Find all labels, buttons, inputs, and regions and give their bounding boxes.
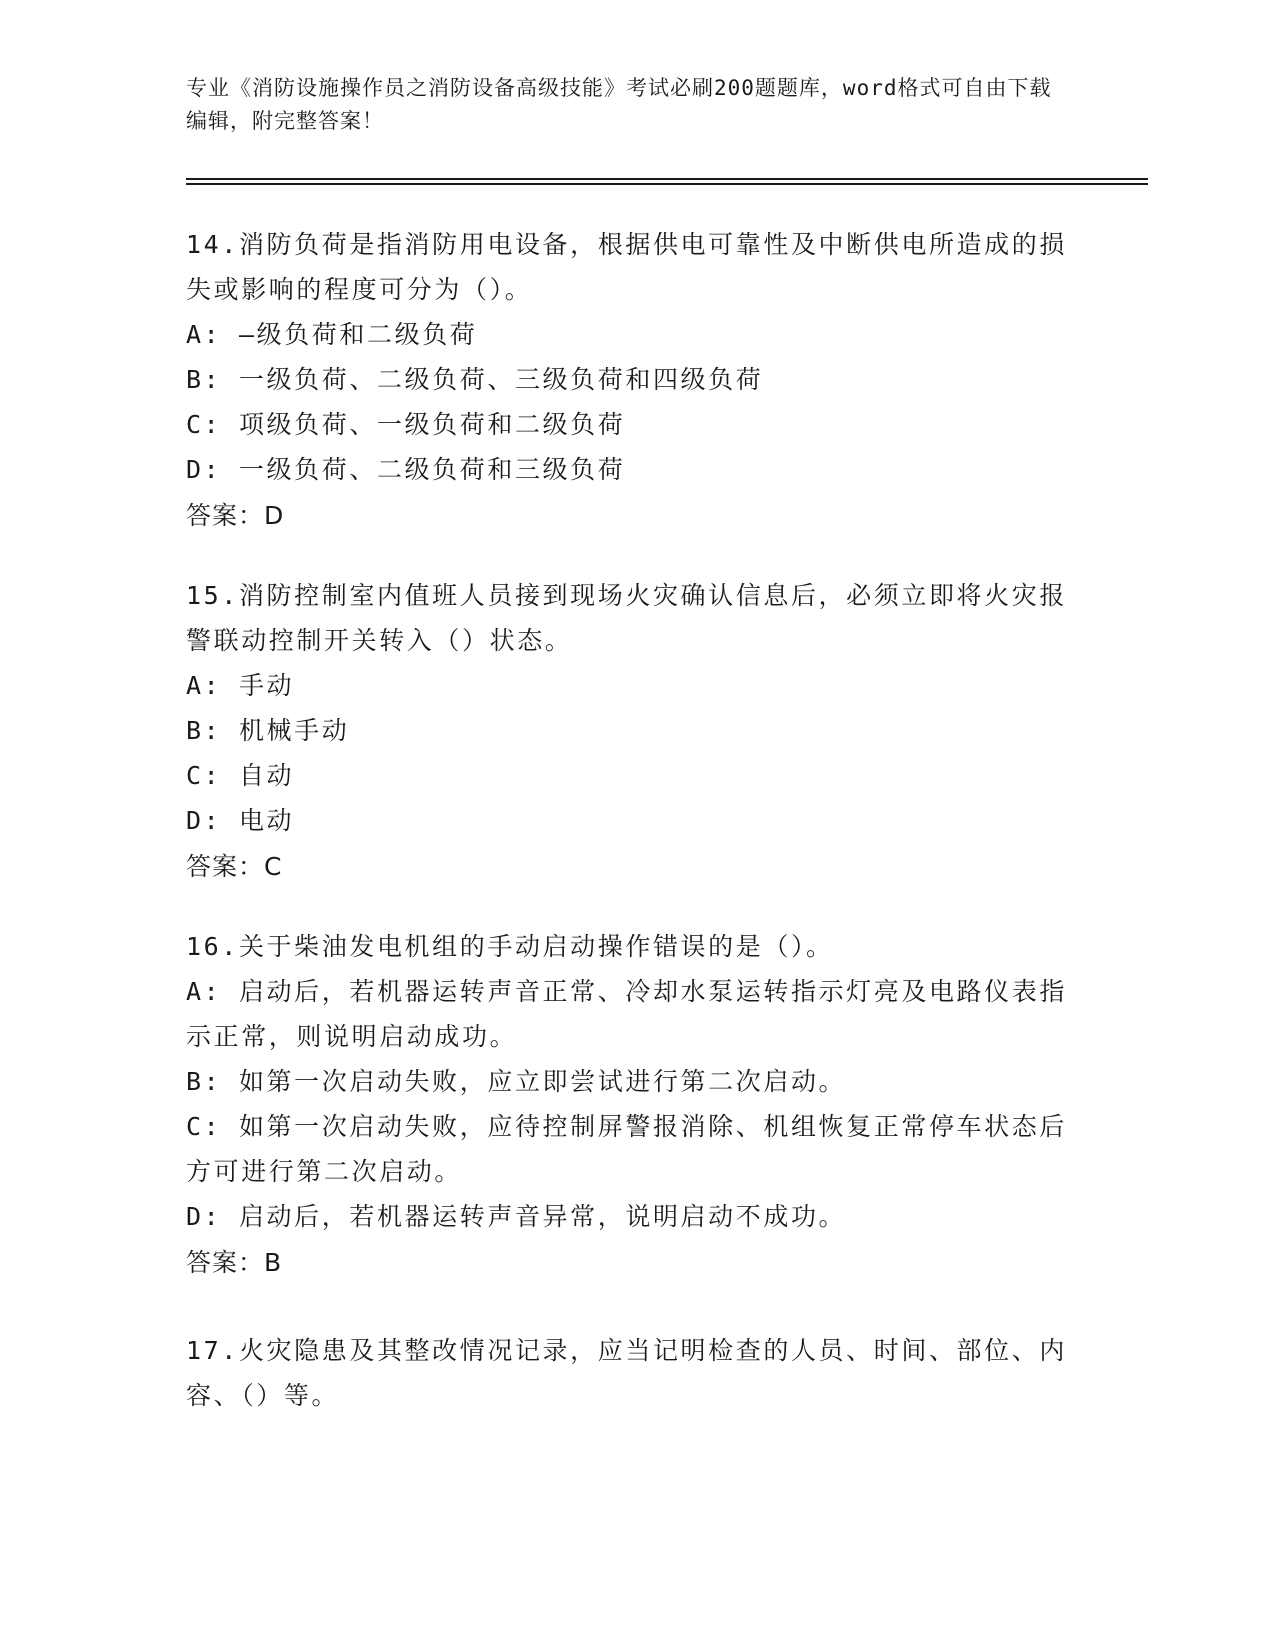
option-b: B: 一级负荷、二级负荷、三级负荷和四级负荷 — [186, 365, 764, 394]
option-a: A: 启动后，若机器运转声音正常、冷却水泵运转指示灯亮及电路仪表指示正常，则说明启动成功。 — [186, 977, 1067, 1051]
option-d: D: 启动后，若机器运转声音异常，说明启动不成功。 — [186, 1202, 847, 1231]
option-a: A: 手动 — [186, 671, 295, 700]
question-16 — [186, 924, 1086, 1285]
question-stem: 17.火灾隐患及其整改情况记录，应当记明检查的人员、时间、部位、内容、（）等。 — [186, 1336, 1067, 1410]
header-rule-top — [186, 178, 1148, 180]
option-c: C: 项级负荷、一级负荷和二级负荷 — [186, 410, 626, 439]
option-d: D: 一级负荷、二级负荷和三级负荷 — [186, 455, 626, 484]
option-b: B: 机械手动 — [186, 716, 350, 745]
question-stem: 14.消防负荷是指消防用电设备，根据供电可靠性及中断供电所造成的损失或影响的程度可分为（）。 — [186, 230, 1067, 304]
question-stem: 15.消防控制室内值班人员接到现场火灾确认信息后，必须立即将火灾报警联动控制开关转入（）状态。 — [186, 581, 1067, 655]
option-c: C: 如第一次启动失败，应待控制屏警报消除、机组恢复正常停车状态后方可进行第二次启动。 — [186, 1112, 1067, 1186]
question-14 — [186, 222, 1086, 538]
answer: 答案：B — [186, 1248, 283, 1277]
answer: 答案：C — [186, 852, 283, 881]
option-c: C: 自动 — [186, 761, 295, 790]
answer: 答案：D — [186, 501, 285, 530]
question-17 — [186, 1328, 1086, 1418]
question-15 — [186, 573, 1086, 889]
option-b: B: 如第一次启动失败，应立即尝试进行第二次启动。 — [186, 1067, 847, 1096]
option-d: D: 电动 — [186, 806, 295, 835]
header-rule-bottom — [186, 183, 1148, 185]
document-header: 专业《消防设施操作员之消防设备高级技能》考试必刷200题题库，word格式可自由下载编辑，附完整答案！ — [186, 76, 1052, 133]
option-a: A: —级负荷和二级负荷 — [186, 320, 478, 349]
question-stem: 16.关于柴油发电机组的手动启动操作错误的是（）。 — [186, 932, 834, 961]
